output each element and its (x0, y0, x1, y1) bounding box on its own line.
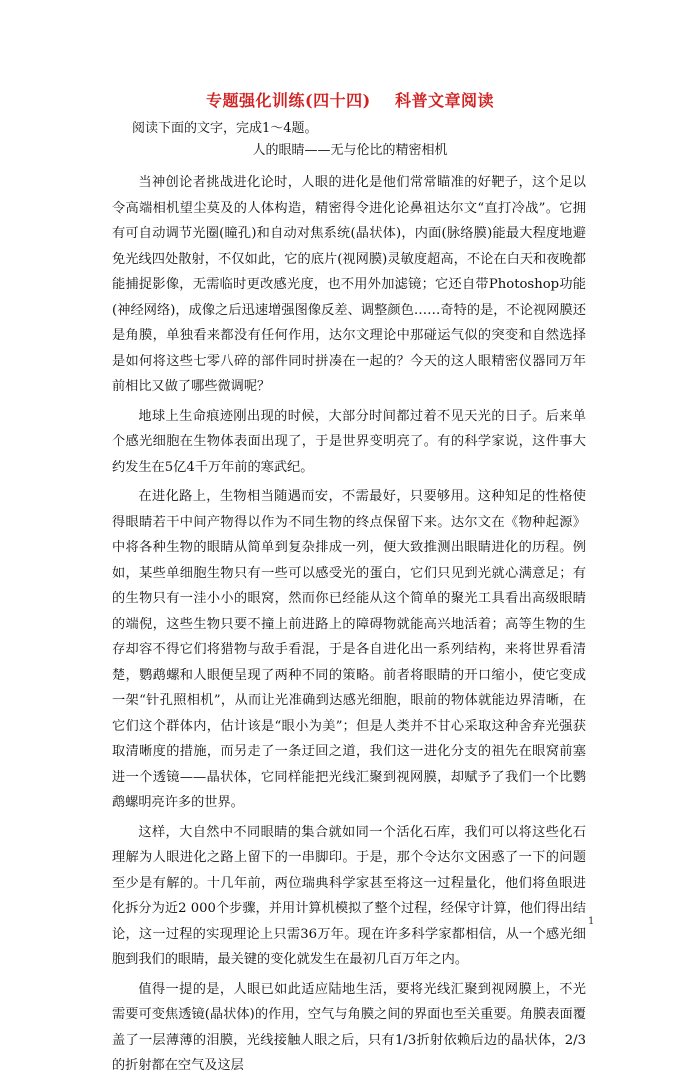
article-body (112, 170, 586, 1083)
paragraph: 地球上生命痕迹刚出现的时候，大部分时间都过着不见天光的日子。后来单个感光细胞在生物体表面出现了，于是世界变明亮了。有的科学家说，这件事大约发生在5亿4千万年前的寒武纪。 (112, 408, 586, 475)
paragraph: 在进化路上，生物相当随遇而安，不需最好，只要够用。这种知足的性格使得眼睛若干中间产物得以作为不同生物的终点保留下来。达尔文在《物种起源》中将各种生物的眼睛从简单到复杂排成一列，便大致推测出眼睛进化的历程。例如，某些单细胞生物只有一些可以感受光的蛋白，它们只见到光就心满意足；有的生物只有一洼小小的眼窝，然而你已经能从这个简单的聚光工具看出高级眼睛的端倪，这些生物只要不撞上前进路上的障碍物就能高兴地活着；高等生物的生存却容不得它们将猎物与敌手看混，于是各自进化出一系列结构，来将世界看清楚，鹦鹉螺和人眼便呈现了两种不同的策略。前者将眼睛的开口缩小，使它变成一架“针孔照相机”，从而让光准确到达感光细胞，眼前的物体就能边界清晰，在它们这个群体内，估计该是“眼小为美”；但是人类并不甘心采取这种舍弃光强获取清晰度的措施，而另走了一条迂回之道，我们这一进化分支的祖先在眼窝前塞进一个透镜——晶状体，它同样能把光线汇聚到视网膜，却赋予了我们一个比鹦鹉螺明亮许多的世界。 (112, 489, 586, 810)
title-sub: 科普文章阅读 (394, 91, 494, 110)
page-number: 1 (588, 916, 595, 927)
paragraph: 值得一提的是，人眼已如此适应陆地生活，要将光线汇聚到视网膜上，不光需要可变焦透镜(晶状体)的作用，空气与角膜之间的界面也至关重要。角膜表面覆盖了一层薄薄的泪膜，光线接触人眼之后，只有1/3折射依赖后边的晶状体，2/3的折射都在空气及这层 (112, 981, 586, 1073)
paragraph: 这样，大自然中不同眼睛的集合就如同一个活化石库，我们可以将这些化石理解为人眼进化之路上留下的一串脚印。于是，那个令达尔文困惑了一下的问题至少是有解的。十几年前，两位瑞典科学家甚至将这一过程量化，他们将鱼眼进化拆分为近2 000个步骤，并用计算机模拟了整个过程，经保守计算，他们得出结论，这一过程的实现理论上只需36万年。现在许多科学家都相信，从一个感光细胞到我们的眼睛，最关键的变化就发生在最初几百万年之内。 (112, 824, 586, 967)
document-title (0, 88, 700, 111)
instruction-text: 阅读下面的文字，完成1～4题。 (132, 121, 318, 136)
paragraph: 当神创论者挑战进化论时，人眼的进化是他们常常瞄准的好靶子，这个足以令高端相机望尘莫及的人体构造，精密得令进化论鼻祖达尔文“直打冷战”。它拥有可自动调节光圈(瞳孔)和自动对焦系统(晶状体)，内面(脉络膜)能最大程度地避免光线四处散射，不仅如此，它的底片(视网膜)灵敏度超高，不论在白天和夜晚都能捕捉影像，无需临时更改感光度，也不用外加滤镜；它还自带Photoshop功能(神经网络)，成像之后迅速增强图像反差、调整颜色……奇特的是，不论视网膜还是角膜，单独看来都没有任何作用，达尔文理论中那碰运气似的突变和自然选择是如何将这些七零八碎的部件同时拼凑在一起的？今天的这人眼精密仪器同万年前相比又做了哪些微调呢？ (112, 175, 586, 394)
article-title: 人的眼睛——无与伦比的精密相机 (252, 143, 448, 158)
title-main: 专题强化训练(四十四) (206, 91, 371, 110)
